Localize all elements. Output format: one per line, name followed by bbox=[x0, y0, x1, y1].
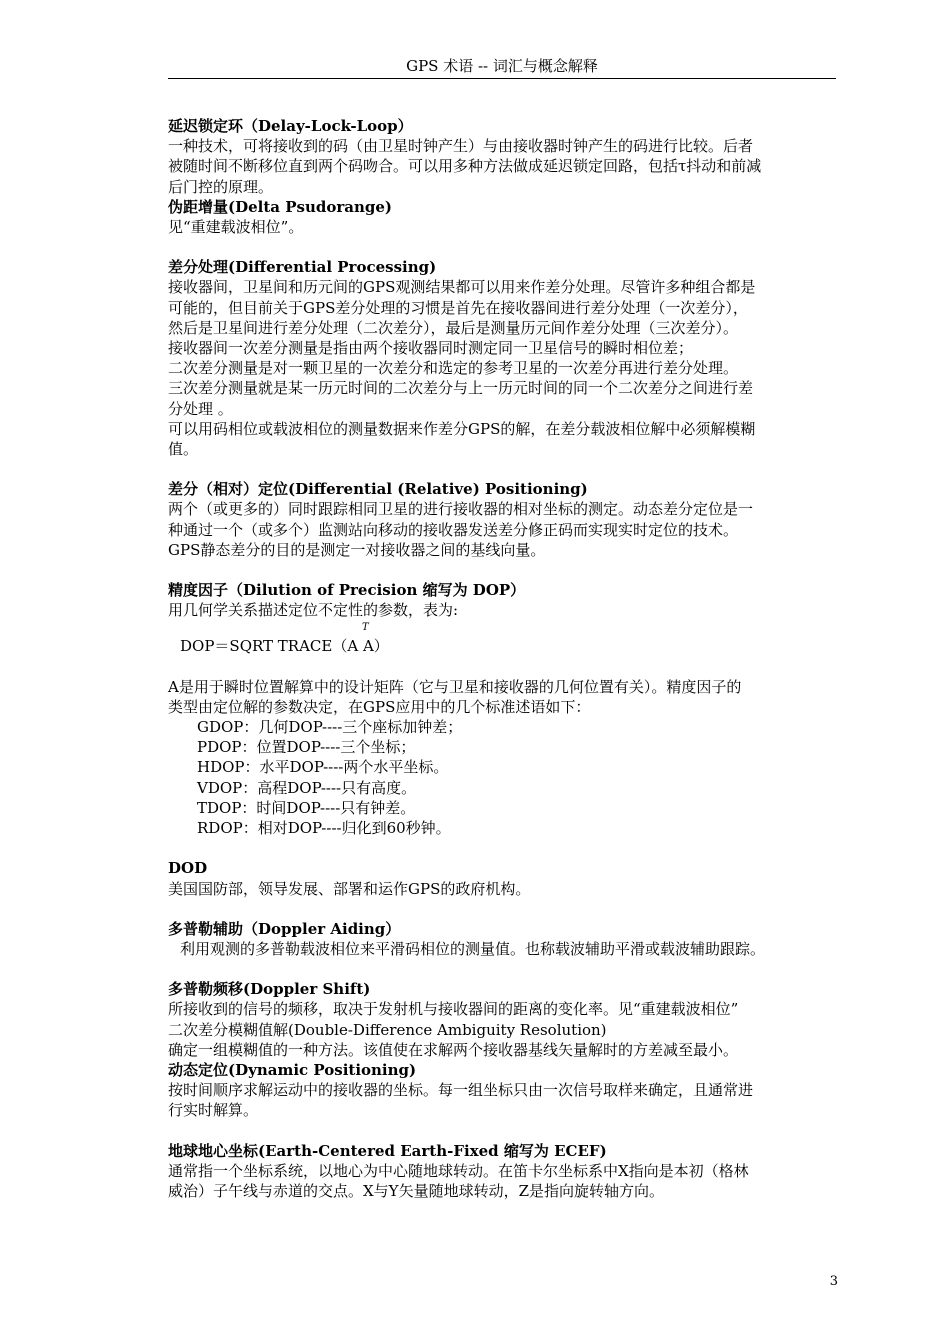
entry-line: 二次差分模糊值解(Double-Difference Ambiguity Resolution) bbox=[168, 1020, 607, 1039]
entry-heading-delay-lock-loop: 延迟锁定环（Delay-Lock-Loop） bbox=[168, 117, 413, 135]
entry-line: 可以用码相位或载波相位的测量数据来作差分GPS的解，在差分载波相位解中必须解模糊 bbox=[168, 419, 756, 438]
entry-line: 值。 bbox=[168, 440, 199, 459]
entry-line: 接收器间，卫星间和历元间的GPS观测结果都可以用来作差分处理。尽管许多种组合都是 bbox=[168, 278, 756, 297]
dop-formula: DOP＝SQRT TRACE（A A） bbox=[180, 637, 389, 656]
transpose-superscript: T bbox=[362, 622, 369, 634]
entry-line: 行实时解算。 bbox=[168, 1101, 259, 1120]
entry-line: 后门控的原理。 bbox=[168, 177, 274, 196]
entry-line: 二次差分测量是对一颗卫星的一次差分和选定的参考卫星的一次差分再进行差分处理。 bbox=[168, 359, 739, 378]
entry-line: 按时间顺序求解运动中的接收器的坐标。每一组坐标只由一次信号取样来确定，且通常进 bbox=[168, 1081, 754, 1100]
page-number: 3 bbox=[829, 1274, 838, 1289]
dop-list-item: PDOP：位置DOP----三个坐标； bbox=[197, 738, 416, 757]
entry-heading-doppler-shift: 多普勒频移(Doppler Shift) bbox=[168, 980, 371, 999]
entry-line: 类型由定位解的参数决定，在GPS应用中的几个标准述语如下： bbox=[168, 697, 591, 716]
entry-heading-dynamic-positioning: 动态定位(Dynamic Positioning) bbox=[168, 1060, 417, 1079]
entry-line: 一种技术，可将接收到的码（由卫星时钟产生）与由接收器时钟产生的码进行比较。后者 bbox=[168, 137, 754, 156]
entry-heading-delta-pseudorange: 伪距增量(Delta Psudorange) bbox=[168, 197, 392, 216]
entry-line: 三次差分测量就是某一历元时间的二次差分与上一历元时间的同一个二次差分之间进行差 bbox=[168, 379, 754, 398]
entry-heading-ecef: 地球地心坐标(Earth-Centered Earth-Fixed 缩写为 ECEF) bbox=[168, 1141, 607, 1160]
dop-list-item: VDOP：高程DOP----只有高度。 bbox=[197, 778, 417, 797]
entry-heading-doppler-aiding: 多普勒辅助（Doppler Aiding） bbox=[168, 919, 401, 938]
entry-heading-differential-positioning: 差分（相对）定位(Differential (Relative) Positioning) bbox=[168, 480, 588, 499]
dop-list-item: RDOP：相对DOP----归化到60秒钟。 bbox=[197, 819, 451, 838]
entry-heading-dod: DOD bbox=[168, 859, 208, 878]
entry-line: 确定一组模糊值的一种方法。该值使在求解两个接收器基线矢量解时的方差减至最小。 bbox=[168, 1040, 739, 1059]
header-divider bbox=[168, 78, 836, 79]
entry-line: 威治）子午线与赤道的交点。X与Y矢量随地球转动，Z是指向旋转轴方向。 bbox=[168, 1181, 665, 1200]
dop-list-item: GDOP：几何DOP----三个座标加钟差； bbox=[197, 718, 463, 737]
entry-line: 可能的，但目前关于GPS差分处理的习惯是首先在接收器间进行差分处理（一次差分）， bbox=[168, 298, 748, 317]
entry-line: 接收器间一次差分测量是指由两个接收器同时测定同一卫星信号的瞬时相位差； bbox=[168, 339, 694, 358]
entry-line: 两个（或更多的）同时跟踪相同卫星的进行接收器的相对坐标的测定。动态差分定位是一 bbox=[168, 500, 754, 519]
dop-list-item: HDOP：水平DOP----两个水平坐标。 bbox=[197, 758, 449, 777]
entry-line: 然后是卫星间进行差分处理（二次差分），最后是测量历元间作差分处理（三次差分）。 bbox=[168, 318, 739, 337]
entry-line: 被随时间不断移位直到两个码吻合。可以用多种方法做成延迟锁定回路，包括τ抖动和前减 bbox=[168, 157, 762, 176]
entry-line: A是用于瞬时位置解算中的设计矩阵（它与卫星和接收器的几何位置有关）。精度因子的 bbox=[168, 677, 742, 696]
dop-list-item: TDOP：时间DOP----只有钟差。 bbox=[197, 798, 416, 817]
page-header: GPS 术语 -- 词汇与概念解释 bbox=[406, 57, 598, 75]
entry-line: 美国国防部，领导发展、部署和运作GPS的政府机构。 bbox=[168, 879, 531, 898]
entry-line: 利用观测的多普勒载波相位来平滑码相位的测量值。也称载波辅助平滑或载波辅助跟踪。 bbox=[180, 939, 766, 958]
entry-heading-differential-processing: 差分处理(Differential Processing) bbox=[168, 258, 437, 277]
entry-line: 分处理 。 bbox=[168, 399, 233, 418]
entry-line: 见“重建载波相位”。 bbox=[168, 218, 304, 237]
document-body bbox=[168, 116, 840, 1201]
entry-line: 所接收到的信号的频移，取决于发射机与接收器间的距离的变化率。见“重建载波相位” bbox=[168, 1000, 739, 1019]
entry-line: 种通过一个（或多个）监测站向移动的接收器发送差分修正码而实现实时定位的技术。 bbox=[168, 520, 739, 539]
entry-line: 用几何学关系描述定位不定性的参数，表为: bbox=[168, 601, 459, 620]
entry-line: GPS静态差分的目的是测定一对接收器之间的基线向量。 bbox=[168, 540, 546, 559]
entry-heading-dop: 精度因子（Dilution of Precision 缩写为 DOP） bbox=[168, 581, 526, 600]
entry-line: 通常指一个坐标系统，以地心为中心随地球转动。在笛卡尔坐标系中X指向是本初（格林 bbox=[168, 1161, 749, 1180]
